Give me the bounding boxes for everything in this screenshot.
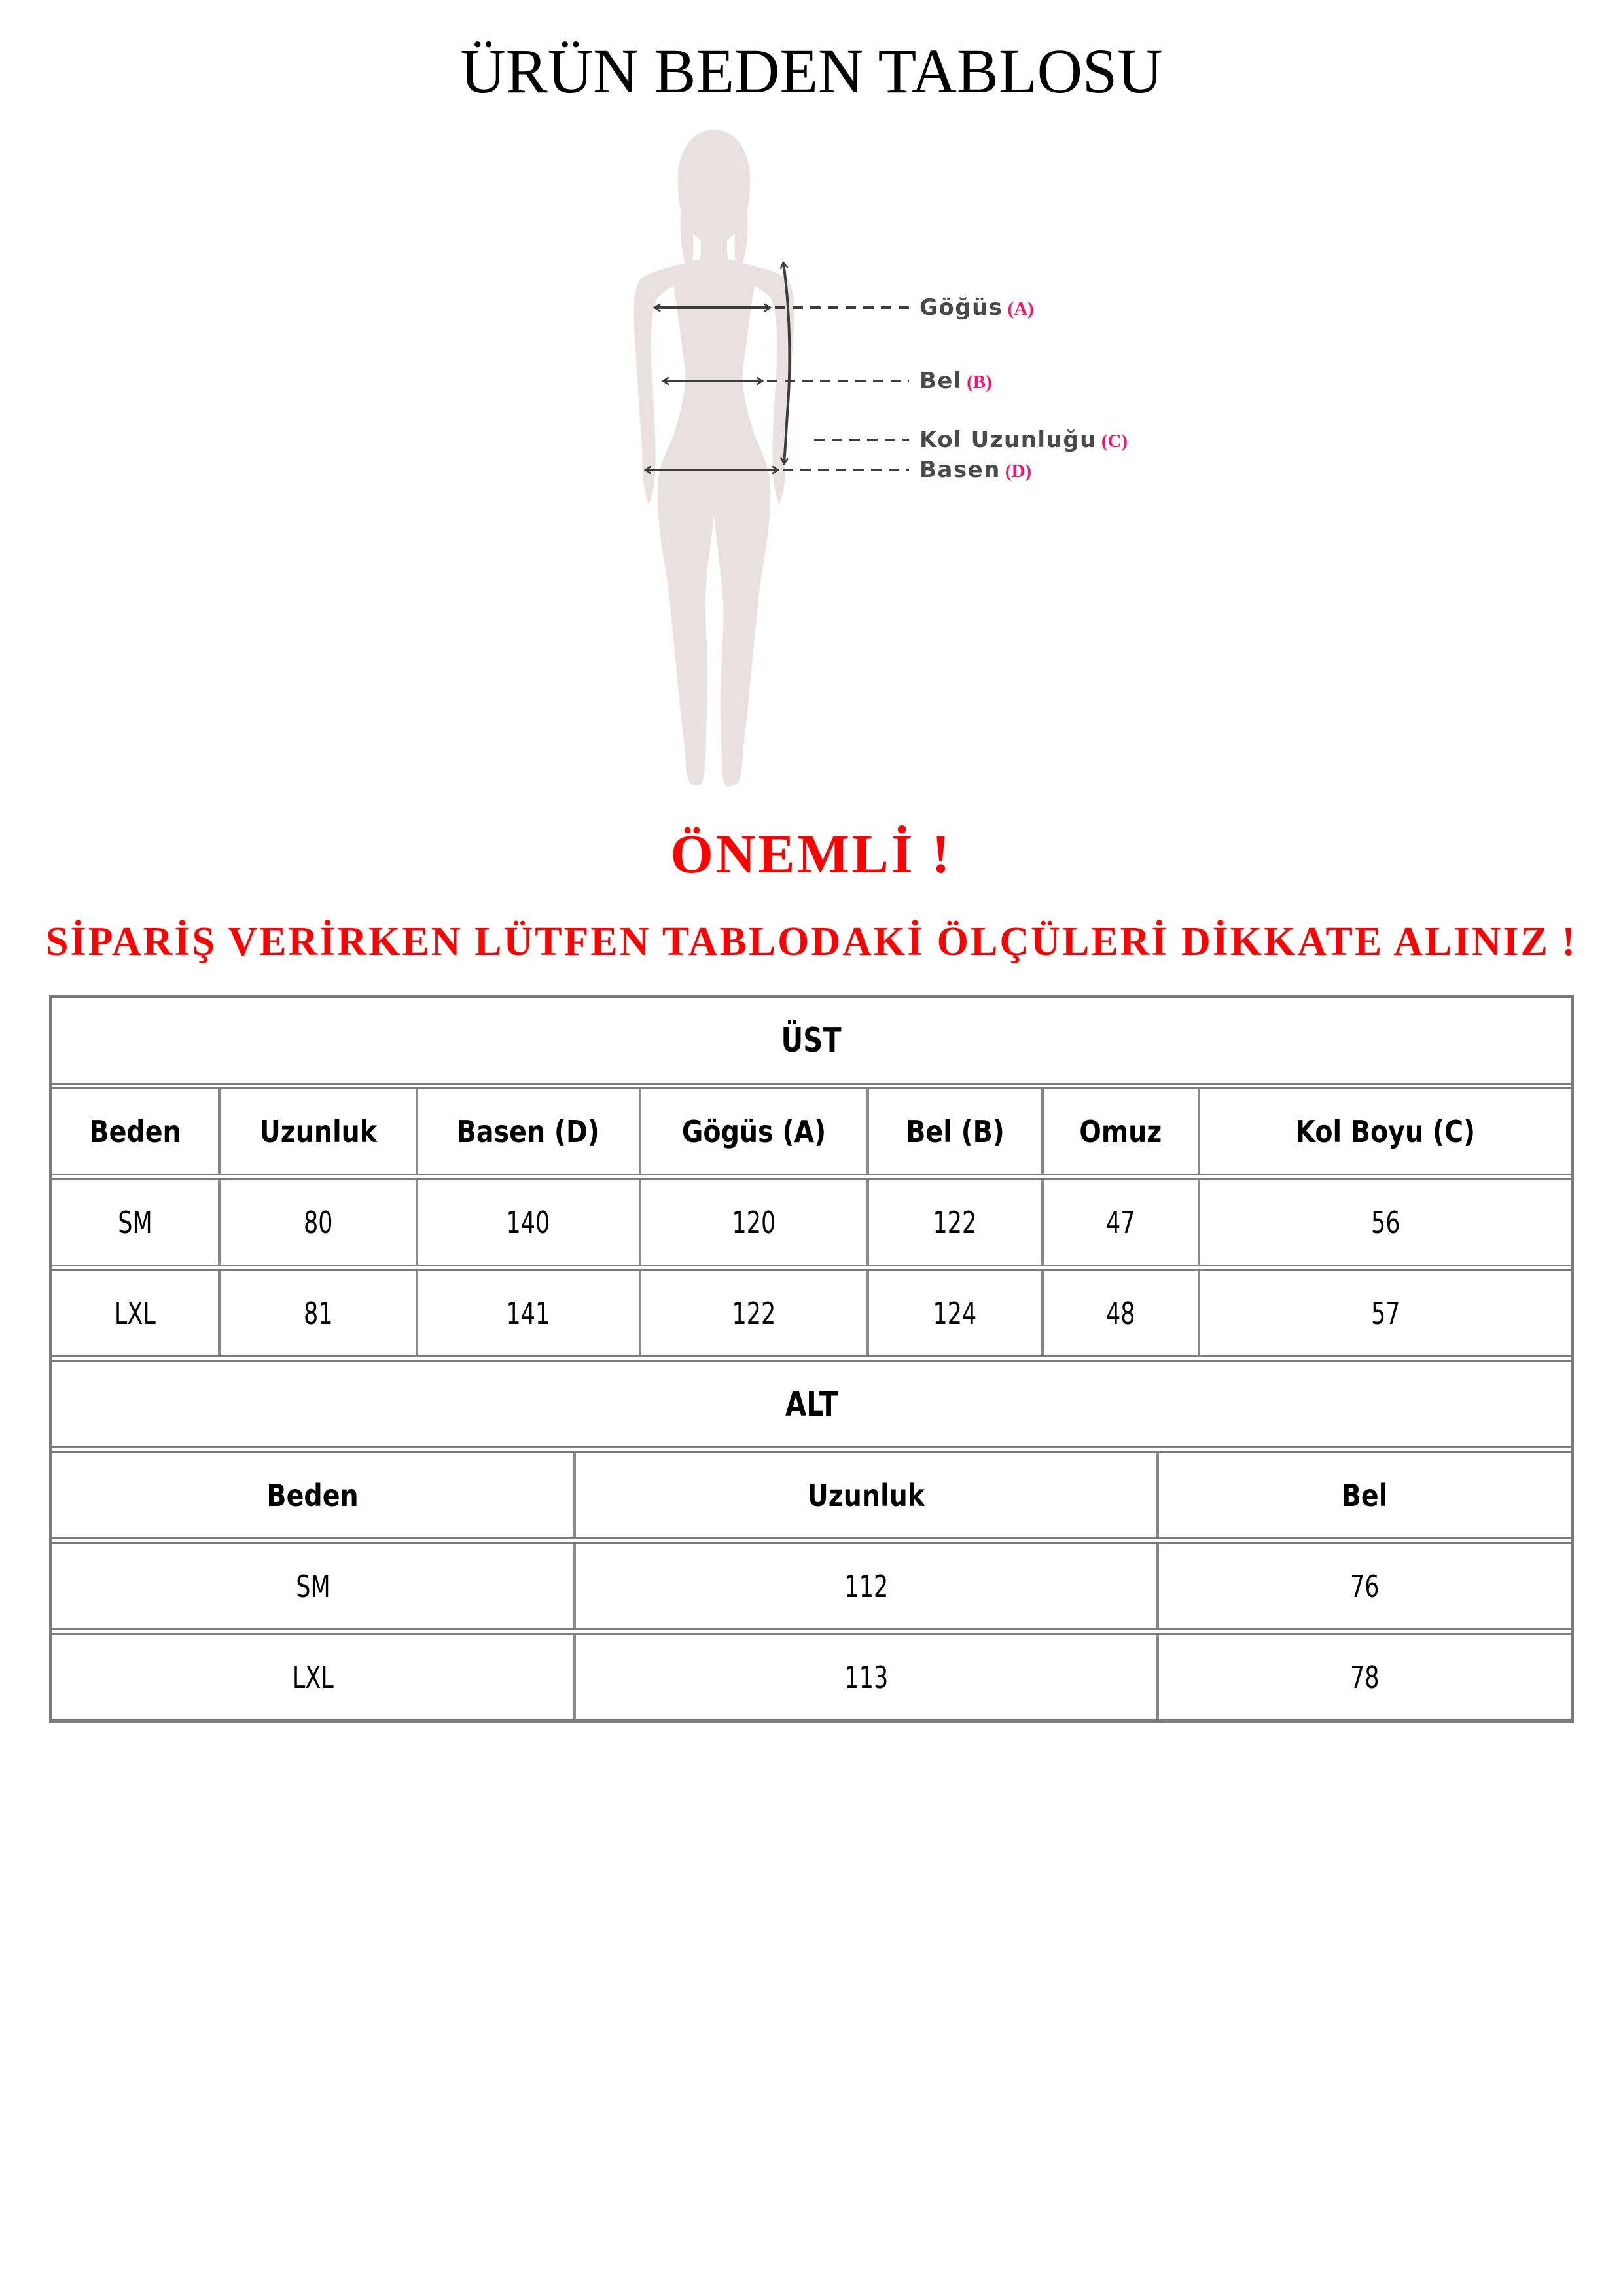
size-value: 112 bbox=[844, 1568, 888, 1604]
upper-header-cell bbox=[52, 1086, 219, 1177]
column-header: Uzunluk bbox=[259, 1113, 377, 1149]
size-cell bbox=[417, 1268, 640, 1355]
size-cell bbox=[1043, 1177, 1199, 1268]
size-row-label: SM bbox=[295, 1568, 330, 1604]
upper-size-table bbox=[52, 998, 1571, 1355]
upper-section-cell bbox=[52, 998, 1571, 1086]
size-value: 81 bbox=[303, 1295, 333, 1331]
size-table bbox=[49, 995, 1574, 1723]
lower-section-cell bbox=[52, 1359, 1571, 1450]
column-header: Beden bbox=[266, 1477, 359, 1513]
size-value: 122 bbox=[933, 1204, 977, 1240]
size-cell bbox=[575, 1632, 1158, 1719]
size-cell bbox=[417, 1177, 640, 1268]
size-cell bbox=[1158, 1541, 1571, 1632]
lower-header-cell bbox=[575, 1450, 1158, 1541]
size-row-label-cell bbox=[52, 1541, 575, 1632]
lower-section-label: ALT bbox=[785, 1384, 838, 1424]
warning-subheading: SİPARİŞ VERİRKEN LÜTFEN TABLODAKİ ÖLÇÜLERİ DİKKATE ALINIZ ! bbox=[45, 920, 1577, 964]
size-row-label: LXL bbox=[292, 1659, 334, 1695]
measurement-label-code: (B) bbox=[967, 372, 992, 393]
size-value: 56 bbox=[1370, 1204, 1400, 1240]
size-cell bbox=[1158, 1632, 1571, 1719]
upper-header-cell bbox=[1043, 1086, 1199, 1177]
measurement-label-text: Kol Uzunluğu bbox=[919, 427, 1097, 453]
size-value: 113 bbox=[844, 1659, 888, 1695]
size-value: 124 bbox=[933, 1295, 977, 1331]
size-cell bbox=[1199, 1177, 1571, 1268]
body-silhouette bbox=[634, 130, 794, 787]
size-cell bbox=[1199, 1268, 1571, 1355]
measurement-label-waist bbox=[919, 367, 992, 395]
upper-header-cell bbox=[640, 1086, 868, 1177]
lower-header-row bbox=[52, 1450, 1571, 1541]
size-cell bbox=[575, 1541, 1158, 1632]
size-row-label: LXL bbox=[115, 1295, 156, 1331]
size-cell bbox=[868, 1177, 1043, 1268]
size-value: 78 bbox=[1350, 1659, 1380, 1695]
measurement-figure bbox=[556, 111, 1128, 812]
measurement-label-text: Basen bbox=[919, 457, 1001, 483]
size-value: 47 bbox=[1105, 1204, 1135, 1240]
upper-section-label: ÜST bbox=[781, 1020, 842, 1060]
size-cell bbox=[868, 1268, 1043, 1355]
column-header: Bel (B) bbox=[905, 1113, 1005, 1149]
upper-data-row-sm bbox=[52, 1177, 1571, 1268]
size-row-label-cell bbox=[52, 1177, 219, 1268]
measurement-label-hip bbox=[919, 456, 1031, 484]
upper-header-cell bbox=[219, 1086, 417, 1177]
size-value: 140 bbox=[506, 1204, 550, 1240]
lower-header-cell bbox=[1158, 1450, 1571, 1541]
upper-header-cell bbox=[868, 1086, 1043, 1177]
lower-header-cell bbox=[52, 1450, 575, 1541]
size-cell bbox=[640, 1268, 868, 1355]
column-header: Uzunluk bbox=[807, 1477, 925, 1513]
measurement-label-code: (A) bbox=[1007, 298, 1034, 319]
size-value: 80 bbox=[303, 1204, 333, 1240]
column-header: Omuz bbox=[1079, 1113, 1162, 1149]
size-cell bbox=[1043, 1268, 1199, 1355]
measurement-label-code: (C) bbox=[1101, 431, 1128, 452]
size-cell bbox=[219, 1268, 417, 1355]
size-value: 141 bbox=[506, 1295, 550, 1331]
size-cell bbox=[640, 1177, 868, 1268]
upper-section-row bbox=[52, 998, 1571, 1086]
size-value: 122 bbox=[732, 1295, 776, 1331]
upper-header-row bbox=[52, 1086, 1571, 1177]
lower-data-row-sm bbox=[52, 1541, 1571, 1632]
column-header: Basen (D) bbox=[457, 1113, 600, 1149]
upper-header-cell bbox=[1199, 1086, 1571, 1177]
size-row-label-cell bbox=[52, 1632, 575, 1719]
size-value: 48 bbox=[1105, 1295, 1135, 1331]
column-header: Kol Boyu (C) bbox=[1295, 1113, 1476, 1149]
size-row-label: SM bbox=[118, 1204, 152, 1240]
upper-data-row-lxl bbox=[52, 1268, 1571, 1355]
page-title: ÜRÜN BEDEN TABLOSU bbox=[460, 36, 1163, 106]
measurement-label-text: Göğüs bbox=[919, 295, 1003, 321]
column-header: Bel bbox=[1342, 1477, 1388, 1513]
size-value: 120 bbox=[732, 1204, 776, 1240]
lower-size-table bbox=[52, 1355, 1571, 1719]
measurement-label-text: Bel bbox=[919, 368, 963, 394]
upper-header-cell bbox=[417, 1086, 640, 1177]
lower-section-row bbox=[52, 1359, 1571, 1450]
lower-data-row-lxl bbox=[52, 1632, 1571, 1719]
size-value: 76 bbox=[1350, 1568, 1380, 1604]
measurement-label-chest bbox=[919, 293, 1034, 322]
size-cell bbox=[219, 1177, 417, 1268]
size-value: 57 bbox=[1370, 1295, 1400, 1331]
measurement-label-code: (D) bbox=[1005, 461, 1032, 482]
column-header: Gögüs (A) bbox=[681, 1113, 826, 1149]
size-row-label-cell bbox=[52, 1268, 219, 1355]
warning-heading: ÖNEMLİ ! bbox=[670, 824, 953, 885]
column-header: Beden bbox=[89, 1113, 181, 1149]
measurement-label-arm-length bbox=[919, 425, 1128, 454]
